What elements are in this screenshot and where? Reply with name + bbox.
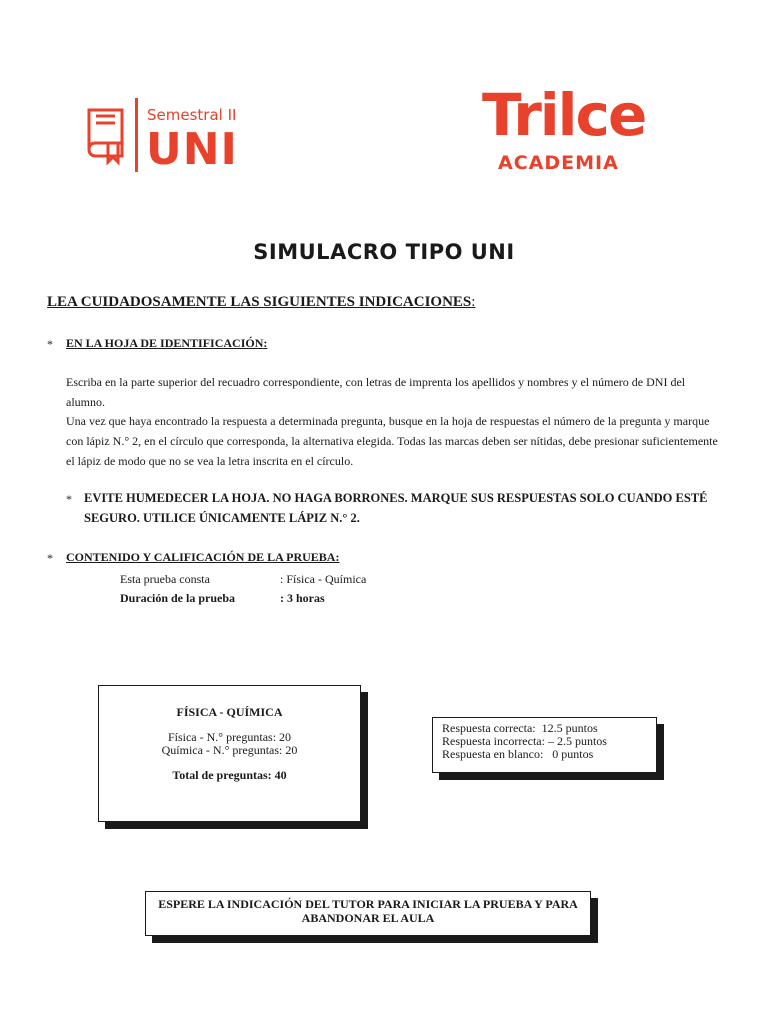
scoring-box <box>432 717 657 773</box>
content-row-2-label: Duración de la prueba <box>120 591 236 605</box>
section-id-heading-colon: : <box>263 336 268 350</box>
warning-text: EVITE HUMEDECER LA HOJA. NO HAGA BORRONES. MARQUE SUS RESPUESTAS SOLO CUANDO ESTÉ SEGURO. UTILICE ÚNICAMENTE LÁPIZ N.° 2. <box>84 491 708 525</box>
section-id-paragraph-1: Escriba en la parte superior del recuadro correspondiente, con letras de imprenta los apellidos y nombres y el número de DNI del alumno. <box>66 375 686 409</box>
questions-box-title: FÍSICA - QUÍMICA <box>176 705 283 719</box>
bullet-marker: * <box>47 551 53 565</box>
section-content-heading-text: CONTENIDO Y CALIFICACIÓN DE LA PRUEBA <box>66 550 336 564</box>
section-id-heading-text: EN LA HOJA DE IDENTIFICACIÓN <box>66 336 264 350</box>
footer-notice-box <box>145 891 591 936</box>
semestral-label: Semestral II <box>147 106 237 124</box>
section-id-heading <box>66 336 267 351</box>
content-row-1-label: Esta prueba consta <box>120 572 210 586</box>
scoring-line-incorrect: Respuesta incorrecta: – 2.5 puntos <box>442 734 607 748</box>
section-content-heading-colon: : <box>335 550 340 564</box>
footer-notice-text: ESPERE LA INDICACIÓN DEL TUTOR PARA INICIAR LA PRUEBA Y PARA ABANDONAR EL AULA <box>158 897 578 925</box>
bullet-marker: * <box>47 337 53 351</box>
section-id-paragraph-2: Una vez que haya encontrado la respuesta a determinada pregunta, busque en la hoja de respuestas el número de la pregunta y marque con lápiz N.° 2, en el círculo que corresponda, la alternativa elegida. Todas las marcas deben ser nítidas, debe presionar suficientemente el lápiz de modo que no se vea la letra inscrita en el círculo. <box>66 414 718 468</box>
bullet-marker: * <box>66 492 72 506</box>
page-title: SIMULACRO TIPO UNI <box>253 240 515 264</box>
instructions-heading-colon: : <box>471 294 476 310</box>
instructions-heading-text: LEA CUIDADOSAMENTE LAS SIGUIENTES INDICACIONES <box>47 294 472 310</box>
section-content-heading <box>66 550 339 565</box>
content-row-2-value: : 3 horas <box>280 591 325 605</box>
uni-label: UNI <box>146 124 238 175</box>
questions-box <box>98 685 361 822</box>
content-row-1-value: : Física - Química <box>280 572 367 586</box>
trilce-label: Trilce <box>482 81 646 149</box>
questions-box-line-1: Física - N.° preguntas: 20 <box>167 730 292 744</box>
trilce-logo <box>482 81 662 178</box>
uni-logo <box>86 98 256 175</box>
book-icon <box>86 106 128 166</box>
scoring-line-correct: Respuesta correcta: 12.5 puntos <box>442 721 598 735</box>
logo-divider <box>135 98 138 172</box>
questions-box-total: Total de preguntas: 40 <box>172 768 287 782</box>
academia-label: ACADEMIA <box>498 152 619 174</box>
instructions-heading <box>47 294 475 311</box>
scoring-line-blank: Respuesta en blanco: 0 puntos <box>442 747 594 761</box>
questions-box-line-2: Química - N.° preguntas: 20 <box>161 743 298 757</box>
